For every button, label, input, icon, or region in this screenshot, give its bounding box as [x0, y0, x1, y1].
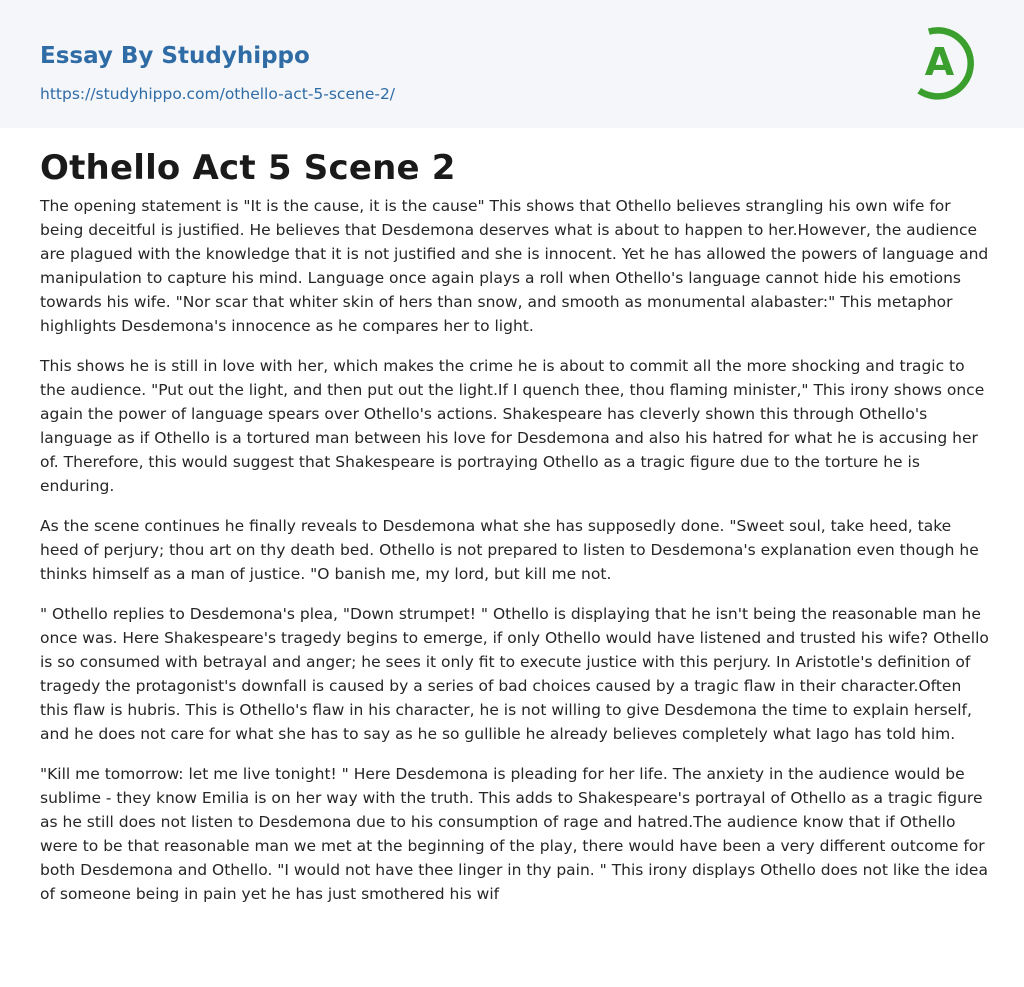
essay-paragraph: " Othello replies to Desdemona's plea, "Down strumpet! " Othello is displaying that he isn't being the reasonable man he once was. Here Shakespeare's tragedy begins to emerge, if only Othello would have listened and trusted his wife? Othello is so consumed with betrayal and anger; he sees it only fit to execute justice with this perjury. In Aristotle's definition of tragedy the protagonist's downfall is caused by a series of bad choices caused by a tragic flaw in their character.Often this flaw is hubris. This is Othello's flaw in his character, he is not willing to give Desdemona the time to explain herself, and he does not care for what she has to say as he so gullible he already believes completely what Iago has told him. — [40, 605, 989, 743]
page-title: Othello Act 5 Scene 2 — [40, 148, 456, 188]
logo-letter: A — [924, 40, 955, 84]
brand-name[interactable]: Essay By Studyhippo — [40, 43, 310, 69]
essay-paragraph: The opening statement is "It is the cause, it is the cause" This shows that Othello believes strangling his own wife for being deceitful is justified. He believes that Desdemona deserves what is about to happen to her.However, the audience are plagued with the knowledge that it is not justified and she is innocent. Yet he has allowed the powers of language and manipulation to capture his mind. Language once again plays a roll when Othello's language cannot hide his emotions towards his wife. "Nor scar that whiter skin of hers than snow, and smooth as monumental alabaster:" This metaphor highlights Desdemona's innocence as he compares her to light. — [40, 197, 989, 335]
studyhippo-logo-icon[interactable] — [911, 18, 989, 106]
essay-paragraph: This shows he is still in love with her, which makes the crime he is about to commit all the more shocking and tragic to the audience. "Put out the light, and then put out the light.If I quench thee, thou flaming minister," This irony shows once again the power of language spears over Othello's actions. Shakespeare has cleverly shown this through Othello's language as if Othello is a tortured man between his love for Desdemona and also his hatred for what he is accusing her of. Therefore, this would suggest that Shakespeare is portraying Othello as a tragic figure due to the torture he is enduring. — [40, 357, 985, 495]
source-url-link[interactable]: https://studyhippo.com/othello-act-5-scene-2/ — [40, 85, 396, 103]
essay-paragraph: As the scene continues he finally reveals to Desdemona what she has supposedly done. "Sweet soul, take heed, take heed of perjury; thou art on thy death bed. Othello is not prepared to listen to Desdemona's explanation even though he thinks himself as a man of justice. "O banish me, my lord, but kill me not. — [40, 517, 979, 583]
essay-paragraph: "Kill me tomorrow: let me live tonight! " Here Desdemona is pleading for her life. The anxiety in the audience would be sublime - they know Emilia is on her way with the truth. This adds to Shakespeare's portrayal of Othello as a tragic figure as he still does not listen to Desdemona due to his consumption of rage and hatred.The audience know that if Othello were to be that reasonable man we met at the beginning of the play, there would have been a very different outcome for both Desdemona and Othello. "I would not have thee linger in thy pain. " This irony displays Othello does not like the idea of someone being in pain yet he has just smothered his wif — [40, 765, 988, 903]
page-header — [0, 0, 1024, 128]
essay-body — [40, 194, 990, 922]
